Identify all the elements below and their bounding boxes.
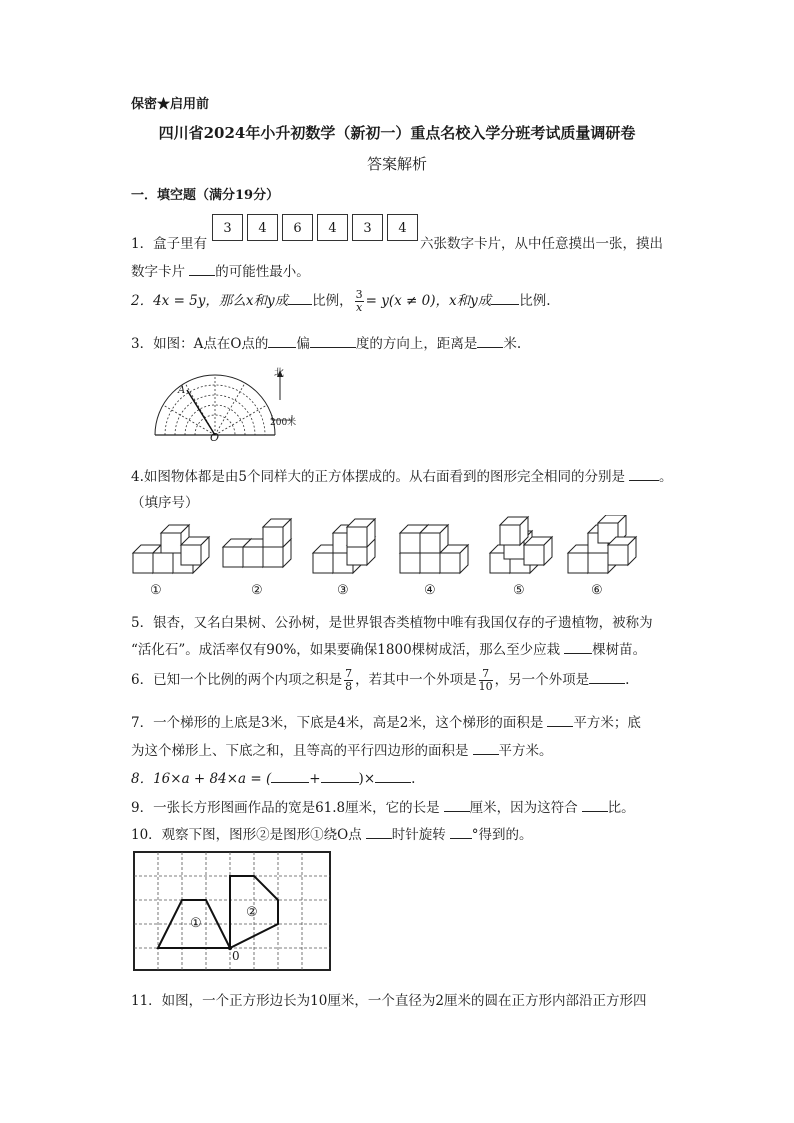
q6-fraction-2 bbox=[479, 668, 493, 693]
point-o-label: 0 bbox=[232, 949, 240, 963]
answer-blank bbox=[629, 468, 659, 481]
q2-text-c: = y(x ≠ 0)，x和y成 bbox=[365, 293, 492, 309]
figure-label: ② bbox=[251, 583, 263, 598]
q6-text-b: ，若其中一个外项是 bbox=[355, 672, 477, 688]
q2-fraction bbox=[355, 289, 364, 314]
q2-line bbox=[131, 289, 551, 314]
fraction-denominator: 8 bbox=[345, 680, 353, 693]
q3-text-d: 米. bbox=[503, 336, 522, 352]
q6-line bbox=[131, 668, 629, 693]
polar-diagram bbox=[150, 360, 310, 445]
q10-text-b: 时针旋转 bbox=[391, 827, 446, 843]
q3-line bbox=[131, 332, 521, 352]
q8-text-d: . bbox=[411, 771, 416, 787]
q3-text-c: 度的方向上，距离是 bbox=[355, 336, 478, 352]
q10-text-c: °得到的。 bbox=[471, 827, 533, 843]
fraction-numerator: 7 bbox=[479, 668, 493, 681]
page-title: 四川省2024年小升初数学（新初一）重点名校入学分班考试质量调研卷 bbox=[158, 124, 636, 142]
answer-blank bbox=[547, 714, 573, 727]
figure-label: ③ bbox=[337, 583, 349, 598]
q10-line bbox=[131, 823, 533, 843]
cube-figure-5 bbox=[490, 517, 552, 573]
answer-blank bbox=[450, 826, 472, 839]
q7-text-b: 平方米；底 bbox=[573, 715, 641, 731]
q5-line2 bbox=[131, 638, 646, 658]
q6-text-d: . bbox=[625, 672, 630, 688]
q1-prefix: 1．盒子里有 bbox=[131, 236, 208, 252]
q1-line2-text: 数字卡片 bbox=[131, 264, 185, 280]
number-card: 4 bbox=[247, 214, 278, 241]
q4-line bbox=[131, 465, 672, 485]
q6-fraction-1 bbox=[344, 668, 353, 693]
number-card: 3 bbox=[352, 214, 383, 241]
answer-blank bbox=[271, 770, 309, 783]
answer-blank bbox=[473, 742, 499, 755]
number-card: 4 bbox=[387, 214, 418, 241]
q9-line bbox=[131, 796, 635, 816]
fraction-denominator: x bbox=[356, 301, 363, 314]
cube-figure-3 bbox=[313, 519, 375, 573]
answer-blank bbox=[375, 770, 411, 783]
answer-blank bbox=[268, 335, 296, 348]
shape-2-label: ② bbox=[246, 905, 258, 920]
q4-text: 4.如图物体都是由5个同样大的正方体摆成的。从右面看到的图形完全相同的分别是 bbox=[131, 469, 625, 485]
q5-line1: 5．银杏，又名白果树、公孙树，是世界银杏类植物中唯有我国仅存的孑遗植物，被称为 bbox=[131, 615, 653, 631]
q7-text-a: 7．一个梯形的上底是3米，下底是4米，高是2米，这个梯形的面积是 bbox=[131, 715, 544, 731]
q5-end: 棵树苗。 bbox=[592, 642, 647, 658]
q1-suffix: 六张数字卡片，从中任意摸出一张，摸出 bbox=[420, 236, 663, 252]
q2-text-b: 比例， bbox=[312, 293, 353, 309]
q7-line2 bbox=[131, 739, 553, 759]
point-o-label: O bbox=[210, 431, 220, 444]
q8-text-b: + bbox=[309, 771, 321, 787]
q2-text-a: 2．4x = 5y，那么x和y成 bbox=[131, 293, 289, 309]
q2-text-d: 比例. bbox=[519, 293, 551, 309]
q7-text-d: 平方米。 bbox=[498, 743, 553, 759]
point-a-label: A bbox=[178, 385, 186, 396]
answer-blank bbox=[491, 292, 519, 305]
number-card: 3 bbox=[212, 214, 243, 241]
cube-figure-1 bbox=[133, 525, 209, 573]
figure-label: ⑤ bbox=[513, 583, 525, 598]
q8-line bbox=[131, 767, 415, 787]
q3-text-a: 3．如图：A点在O点的 bbox=[131, 336, 269, 352]
q3-text-b: 偏 bbox=[296, 336, 310, 352]
cube-figure-2 bbox=[223, 519, 291, 567]
q1-line2 bbox=[131, 260, 310, 280]
q6-text-a: 6．已知一个比例的两个内项之积是 bbox=[131, 672, 343, 688]
cube-figures bbox=[128, 515, 668, 577]
answer-blank bbox=[582, 799, 608, 812]
secret-label: 保密★启用前 bbox=[131, 97, 210, 112]
north-label: 北 bbox=[274, 368, 284, 379]
q4-end: 。 bbox=[658, 469, 673, 485]
q5-text: “活化石”。成活率仅有90%，如果要确保1800棵树成活，那么至少应栽 bbox=[131, 642, 561, 658]
shape-1-label: ① bbox=[190, 916, 202, 931]
figure-label: ① bbox=[150, 583, 162, 598]
answer-blank bbox=[564, 641, 592, 654]
fraction-denominator: 10 bbox=[478, 680, 493, 693]
fraction-numerator: 7 bbox=[345, 667, 353, 680]
q1-line2-end: 的可能性最小。 bbox=[215, 264, 310, 280]
q10-text-a: 10．观察下图，图形②是图形①绕O点 bbox=[131, 827, 362, 843]
q9-text-c: 比。 bbox=[607, 800, 635, 816]
q8-text-c: )× bbox=[358, 771, 376, 787]
q7-line1 bbox=[131, 711, 641, 731]
number-card: 6 bbox=[282, 214, 313, 241]
answer-blank bbox=[366, 826, 392, 839]
scale-label: 200米 bbox=[270, 418, 297, 428]
answer-blank bbox=[477, 335, 503, 348]
number-card: 4 bbox=[317, 214, 348, 241]
answer-blank bbox=[444, 799, 470, 812]
q11-line: 11．如图，一个正方形边长为10厘米，一个直径为2厘米的圆在正方形内部沿正方形四 bbox=[131, 993, 647, 1009]
q9-text-b: 厘米，因为这符合 bbox=[469, 800, 578, 816]
q7-text-c: 为这个梯形上、下底之和，且等高的平行四边形的面积是 bbox=[131, 743, 469, 759]
fraction-numerator: 3 bbox=[355, 288, 363, 301]
q8-text-a: 8．16×a + 84×a = ( bbox=[131, 771, 272, 787]
figure-label: ⑥ bbox=[591, 583, 603, 598]
answer-blank bbox=[288, 292, 312, 305]
cube-figure-6 bbox=[568, 515, 636, 573]
page-subtitle: 答案解析 bbox=[366, 155, 427, 173]
figure-label: ④ bbox=[424, 583, 436, 598]
q6-text-c: ，另一个外项是 bbox=[494, 672, 590, 688]
q9-text-a: 9．一张长方形图画作品的宽是61.8厘米，它的长是 bbox=[131, 800, 440, 816]
answer-blank bbox=[310, 335, 356, 348]
q4-note: （填序号） bbox=[131, 495, 199, 511]
answer-blank bbox=[321, 770, 359, 783]
section-heading: 一．填空题（满分19分） bbox=[131, 188, 280, 203]
answer-blank bbox=[589, 671, 625, 684]
cube-figure-4 bbox=[400, 525, 468, 573]
answer-blank bbox=[189, 263, 215, 276]
